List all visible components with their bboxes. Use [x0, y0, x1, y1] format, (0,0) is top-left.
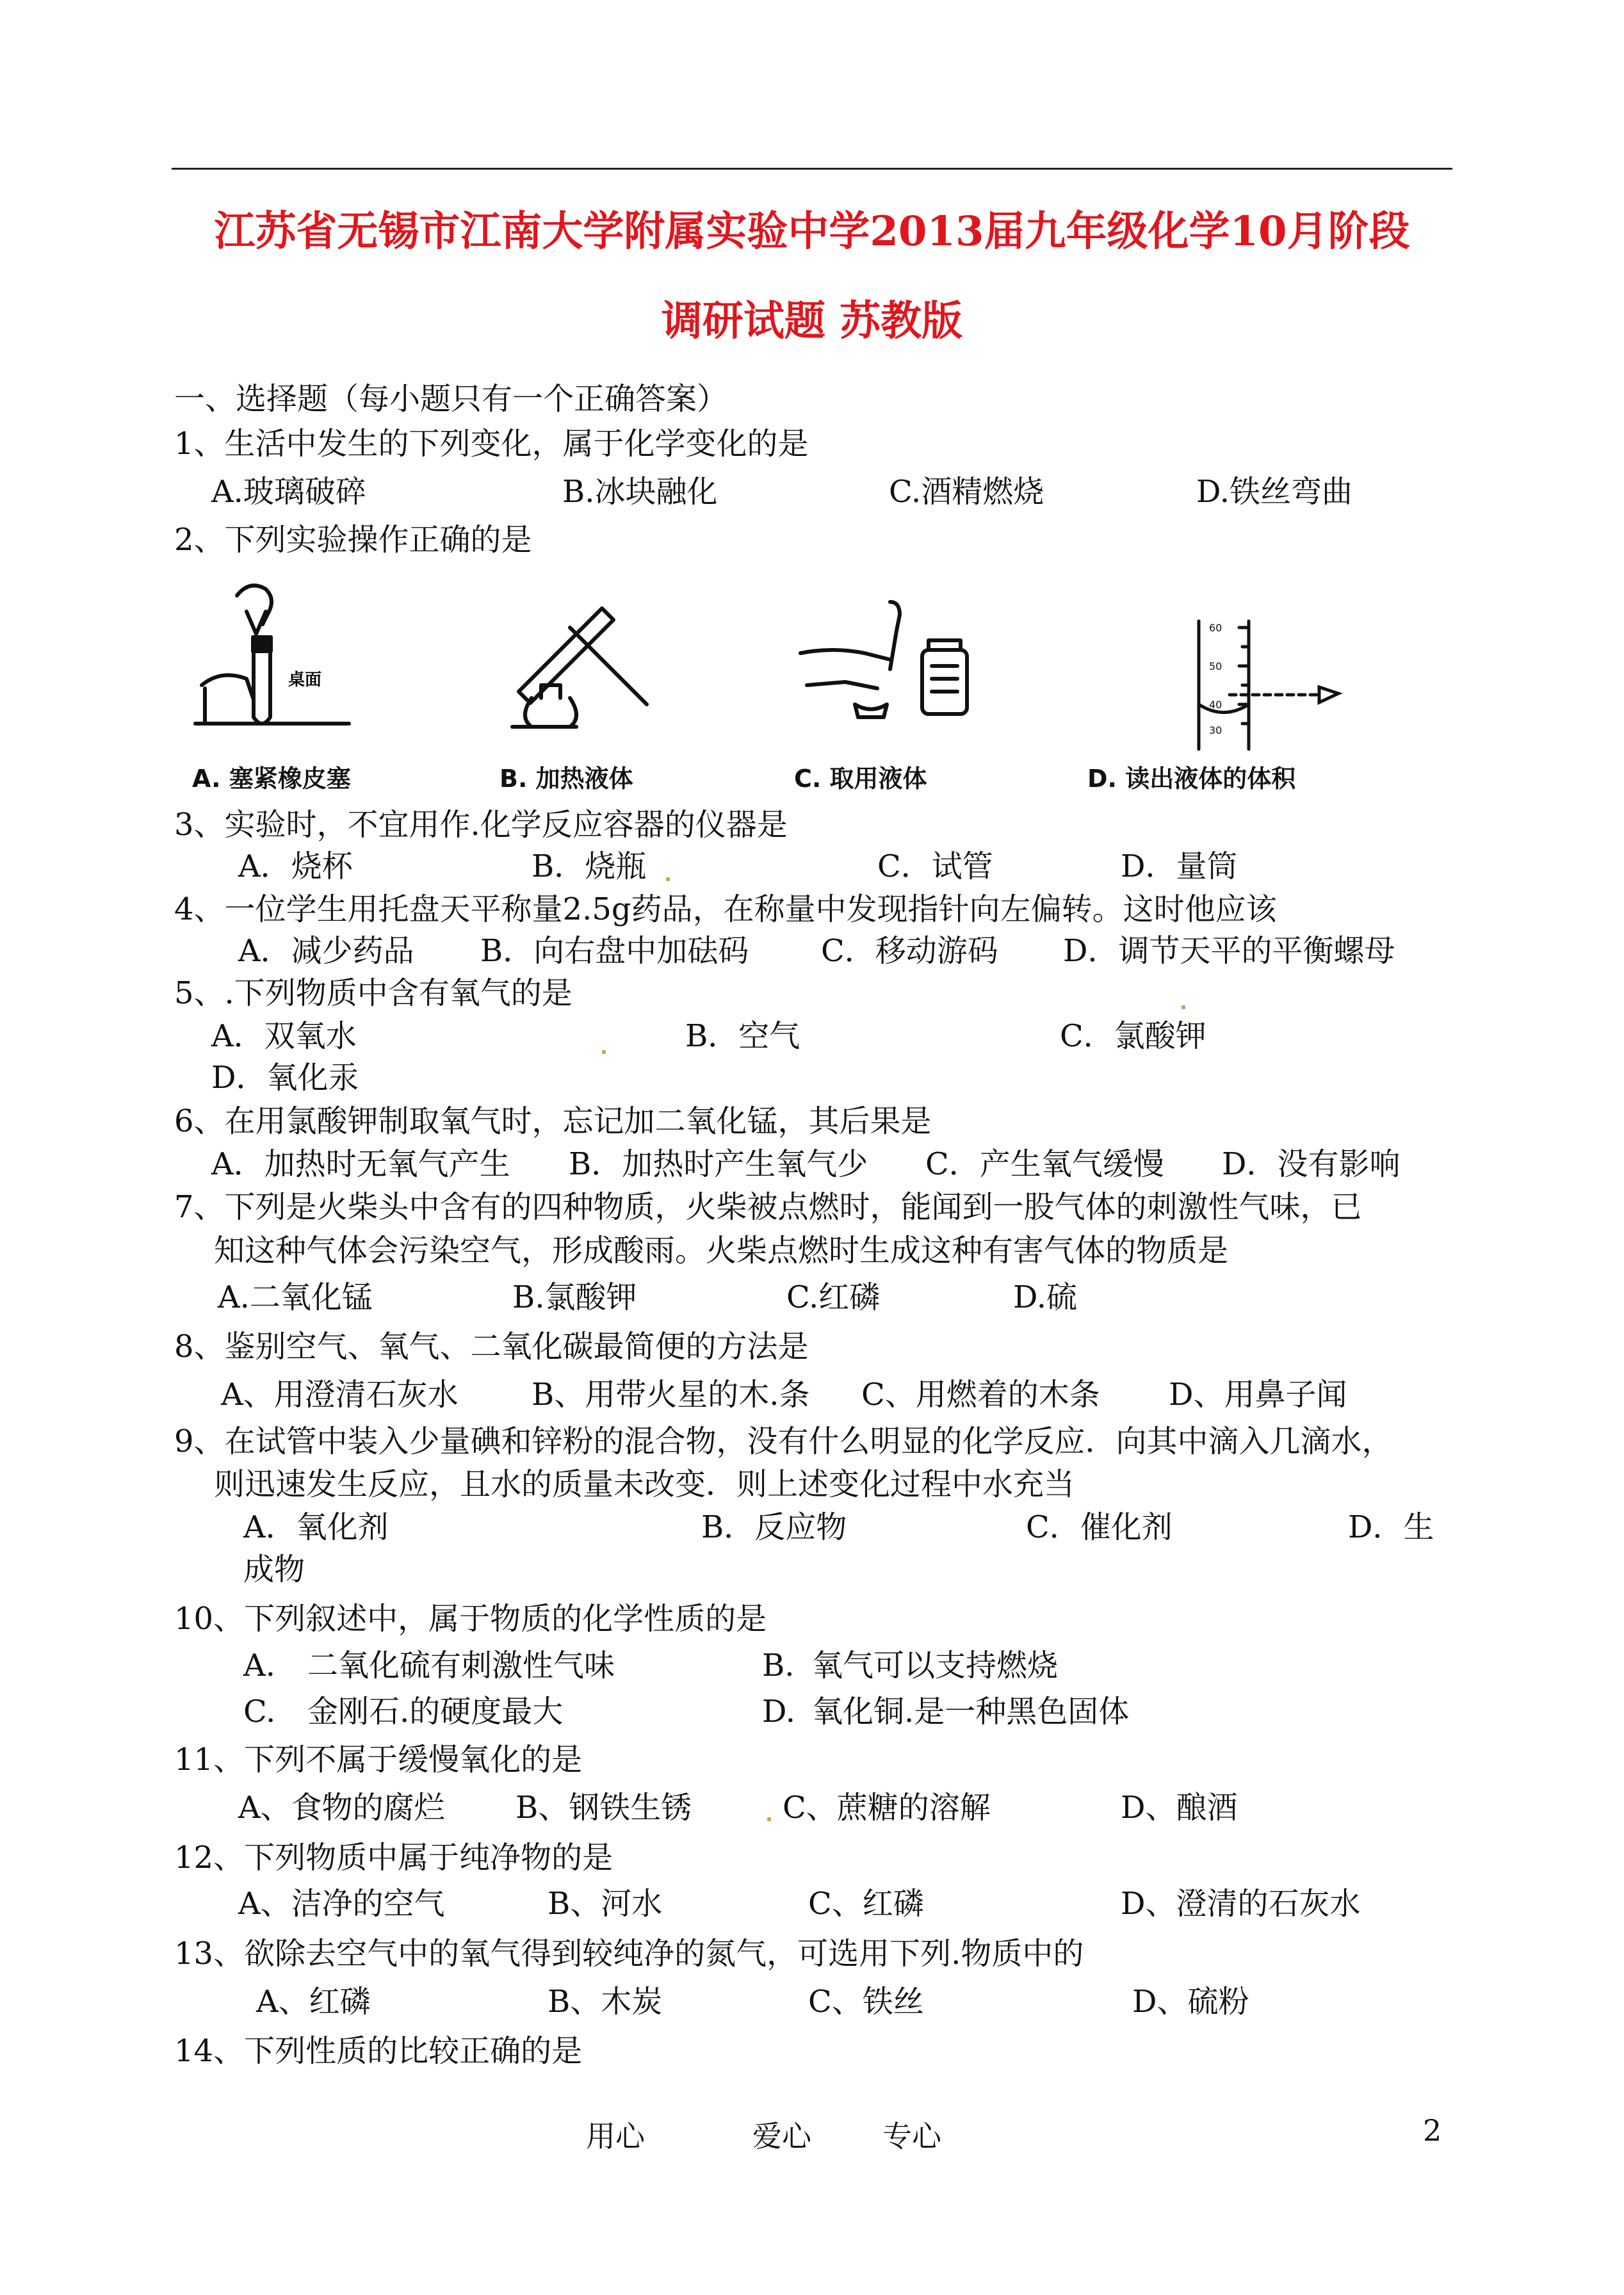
question-7-line-2: 知这种气体会污染空气，形成酸雨。火柴点燃时生成这种有害气体的物质是: [214, 1233, 1229, 1269]
question-2: 2、下列实验操作正确的是: [174, 522, 532, 558]
question-11: 11、下列不属于缓慢氧化的是: [174, 1742, 583, 1778]
question-13: 13、欲除去空气中的氧气得到较纯净的氮气，可选用下列.物质中的: [174, 1936, 1084, 1972]
section-heading: 一、选择题（每小题只有一个正确答案）: [174, 381, 728, 417]
question-12: 12、下列物质中属于纯净物的是: [174, 1840, 613, 1876]
q11-option-c: C、蔗糖的溶解: [783, 1790, 991, 1826]
q7-option-b: B.氯酸钾: [512, 1279, 637, 1315]
question-9-line-1: 9、在试管中装入少量碘和锌粉的混合物，没有什么明显的化学反应．向其中滴入几滴水，: [174, 1423, 1393, 1459]
q7-option-a: A.二氧化锰: [218, 1279, 373, 1315]
q5-option-b: B．空气: [685, 1018, 800, 1054]
q5-option-d: D．氧化汞: [211, 1060, 359, 1096]
q10-option-c-text: 金刚石.的硬度最大: [307, 1694, 564, 1730]
q4-option-d: D．调节天平的平衡螺母: [1063, 933, 1395, 969]
q12-option-b: B、河水: [548, 1886, 663, 1922]
q9-option-d-continued: 成物: [243, 1552, 305, 1587]
q13-option-b: B、木炭: [548, 1984, 663, 2020]
q13-option-d: D、硫粉: [1132, 1984, 1249, 2020]
q1-option-c: C.酒精燃烧: [889, 474, 1044, 510]
q13-option-c: C、铁丝: [808, 1984, 924, 2020]
cylinder-tick-40: 40: [1209, 699, 1222, 711]
question-10: 10、下列叙述中，属于物质的化学性质的是: [174, 1601, 767, 1637]
q8-option-c: C、用燃着的木条: [861, 1377, 1100, 1413]
q3-option-b: B．烧瓶: [532, 848, 647, 884]
cylinder-tick-60: 60: [1209, 622, 1222, 634]
figure-a-stopper: [192, 576, 359, 749]
figure-c-dropper: [794, 596, 986, 743]
figure-d-cylinder: [1191, 608, 1358, 756]
q9-option-d: D．生: [1348, 1509, 1434, 1545]
q9-option-b: B．反应物: [701, 1509, 847, 1545]
q10-option-d-text: 氧化铜.是一种黑色固体: [812, 1694, 1130, 1730]
q10-option-a-letter: A.: [243, 1648, 275, 1683]
q10-option-b-text: 氧气可以支持燃烧: [812, 1648, 1059, 1683]
footer-motto-1: 用心: [586, 2119, 645, 2153]
q6-option-a: A．加热时无氧气产生: [211, 1146, 510, 1182]
q3-option-d: D．量筒: [1121, 848, 1238, 884]
q5-option-c: C．氯酸钾: [1060, 1018, 1206, 1054]
scan-speck: [767, 1817, 771, 1821]
page-number: 2: [1423, 2113, 1442, 2148]
figure-b-heating: [493, 589, 660, 743]
q3-option-c: C．试管: [877, 848, 993, 884]
q8-option-d: D、用鼻子闻: [1169, 1377, 1347, 1413]
question-6: 6、在用氯酸钾制取氧气时，忘记加二氧化锰，其后果是: [174, 1103, 932, 1139]
q6-option-c: C．产生氧气缓慢: [925, 1146, 1164, 1182]
q7-option-c: C.红磷: [786, 1279, 881, 1315]
header-rule: [172, 168, 1452, 170]
q8-option-a: A、用澄清石灰水: [221, 1377, 459, 1413]
question-7-line-1: 7、下列是火柴头中含有的四种物质，火柴被点燃时，能闻到一股气体的刺激性气味，已: [174, 1189, 1362, 1225]
q13-option-a: A、红磷: [256, 1984, 371, 2020]
q6-option-b: B．加热时产生氧气少: [569, 1146, 868, 1182]
q11-option-a: A、食物的腐烂: [238, 1790, 445, 1826]
q11-option-b: B、钢铁生锈: [516, 1790, 692, 1826]
q12-option-a: A、洁净的空气: [238, 1886, 445, 1922]
scan-speck: [1181, 1005, 1185, 1009]
question-5: 5、.下列物质中含有氧气的是: [174, 975, 572, 1011]
figure-desk-label: 桌面: [288, 670, 322, 690]
title-line-1: 江苏省无锡市江南大学附属实验中学2013届九年级化学10月阶段: [214, 207, 1410, 255]
q10-option-b-letter: B.: [762, 1648, 795, 1683]
q6-option-d: D．没有影响: [1222, 1146, 1401, 1182]
question-8: 8、鉴别空气、氧气、二氧化碳最简便的方法是: [174, 1329, 809, 1365]
q4-option-b: B．向右盘中加砝码: [480, 933, 749, 969]
question-9-line-2: 则迅速发生反应，且水的质量未改变．则上述变化过程中水充当: [214, 1466, 1075, 1502]
q10-option-a-text: 二氧化硫有刺激性气味: [307, 1648, 615, 1683]
q10-option-c-letter: C.: [243, 1694, 276, 1730]
q9-option-c: C．催化剂: [1026, 1509, 1173, 1545]
q12-option-d: D、澄清的石灰水: [1121, 1886, 1361, 1922]
figure-caption-a: A. 塞紧橡皮塞: [192, 765, 351, 793]
scan-speck: [666, 877, 670, 881]
question-1: 1、生活中发生的下列变化，属于化学变化的是: [174, 426, 809, 462]
q10-option-d-letter: D.: [762, 1694, 796, 1730]
figure-caption-d: D. 读出液体的体积: [1087, 765, 1296, 793]
footer-motto-3: 专心: [882, 2119, 941, 2153]
q4-option-c: C．移动游码: [821, 933, 998, 969]
q1-option-b: B.冰块融化: [562, 474, 718, 510]
q11-option-d: D、酿酒: [1121, 1790, 1238, 1826]
q4-option-a: A．减少药品: [238, 933, 414, 969]
figure-caption-b: B. 加热液体: [499, 765, 633, 793]
title-line-2: 调研试题 苏教版: [661, 297, 963, 345]
q12-option-c: C、红磷: [808, 1886, 924, 1922]
q9-option-a: A．氧化剂: [243, 1509, 389, 1545]
question-4: 4、一位学生用托盘天平称量2.5g药品，在称量中发现指针向左偏转。这时他应该: [174, 891, 1277, 927]
question-3: 3、实验时，不宜用作.化学反应容器的仪器是: [174, 807, 788, 843]
q5-option-a: A．双氧水: [211, 1018, 357, 1054]
cylinder-tick-30: 30: [1209, 724, 1222, 736]
q8-option-b: B、用带火星的木.条: [532, 1377, 810, 1413]
question-14: 14、下列性质的比较正确的是: [174, 2033, 583, 2069]
scan-speck: [602, 1050, 606, 1054]
footer-motto-2: 爱心: [752, 2119, 811, 2153]
cylinder-tick-50: 50: [1209, 660, 1222, 672]
q7-option-d: D.硫: [1013, 1279, 1078, 1315]
figure-caption-c: C. 取用液体: [794, 765, 927, 793]
q1-option-a: A.玻璃破碎: [211, 474, 366, 510]
q1-option-d: D.铁丝弯曲: [1196, 474, 1353, 510]
q3-option-a: A．烧杯: [238, 848, 353, 884]
